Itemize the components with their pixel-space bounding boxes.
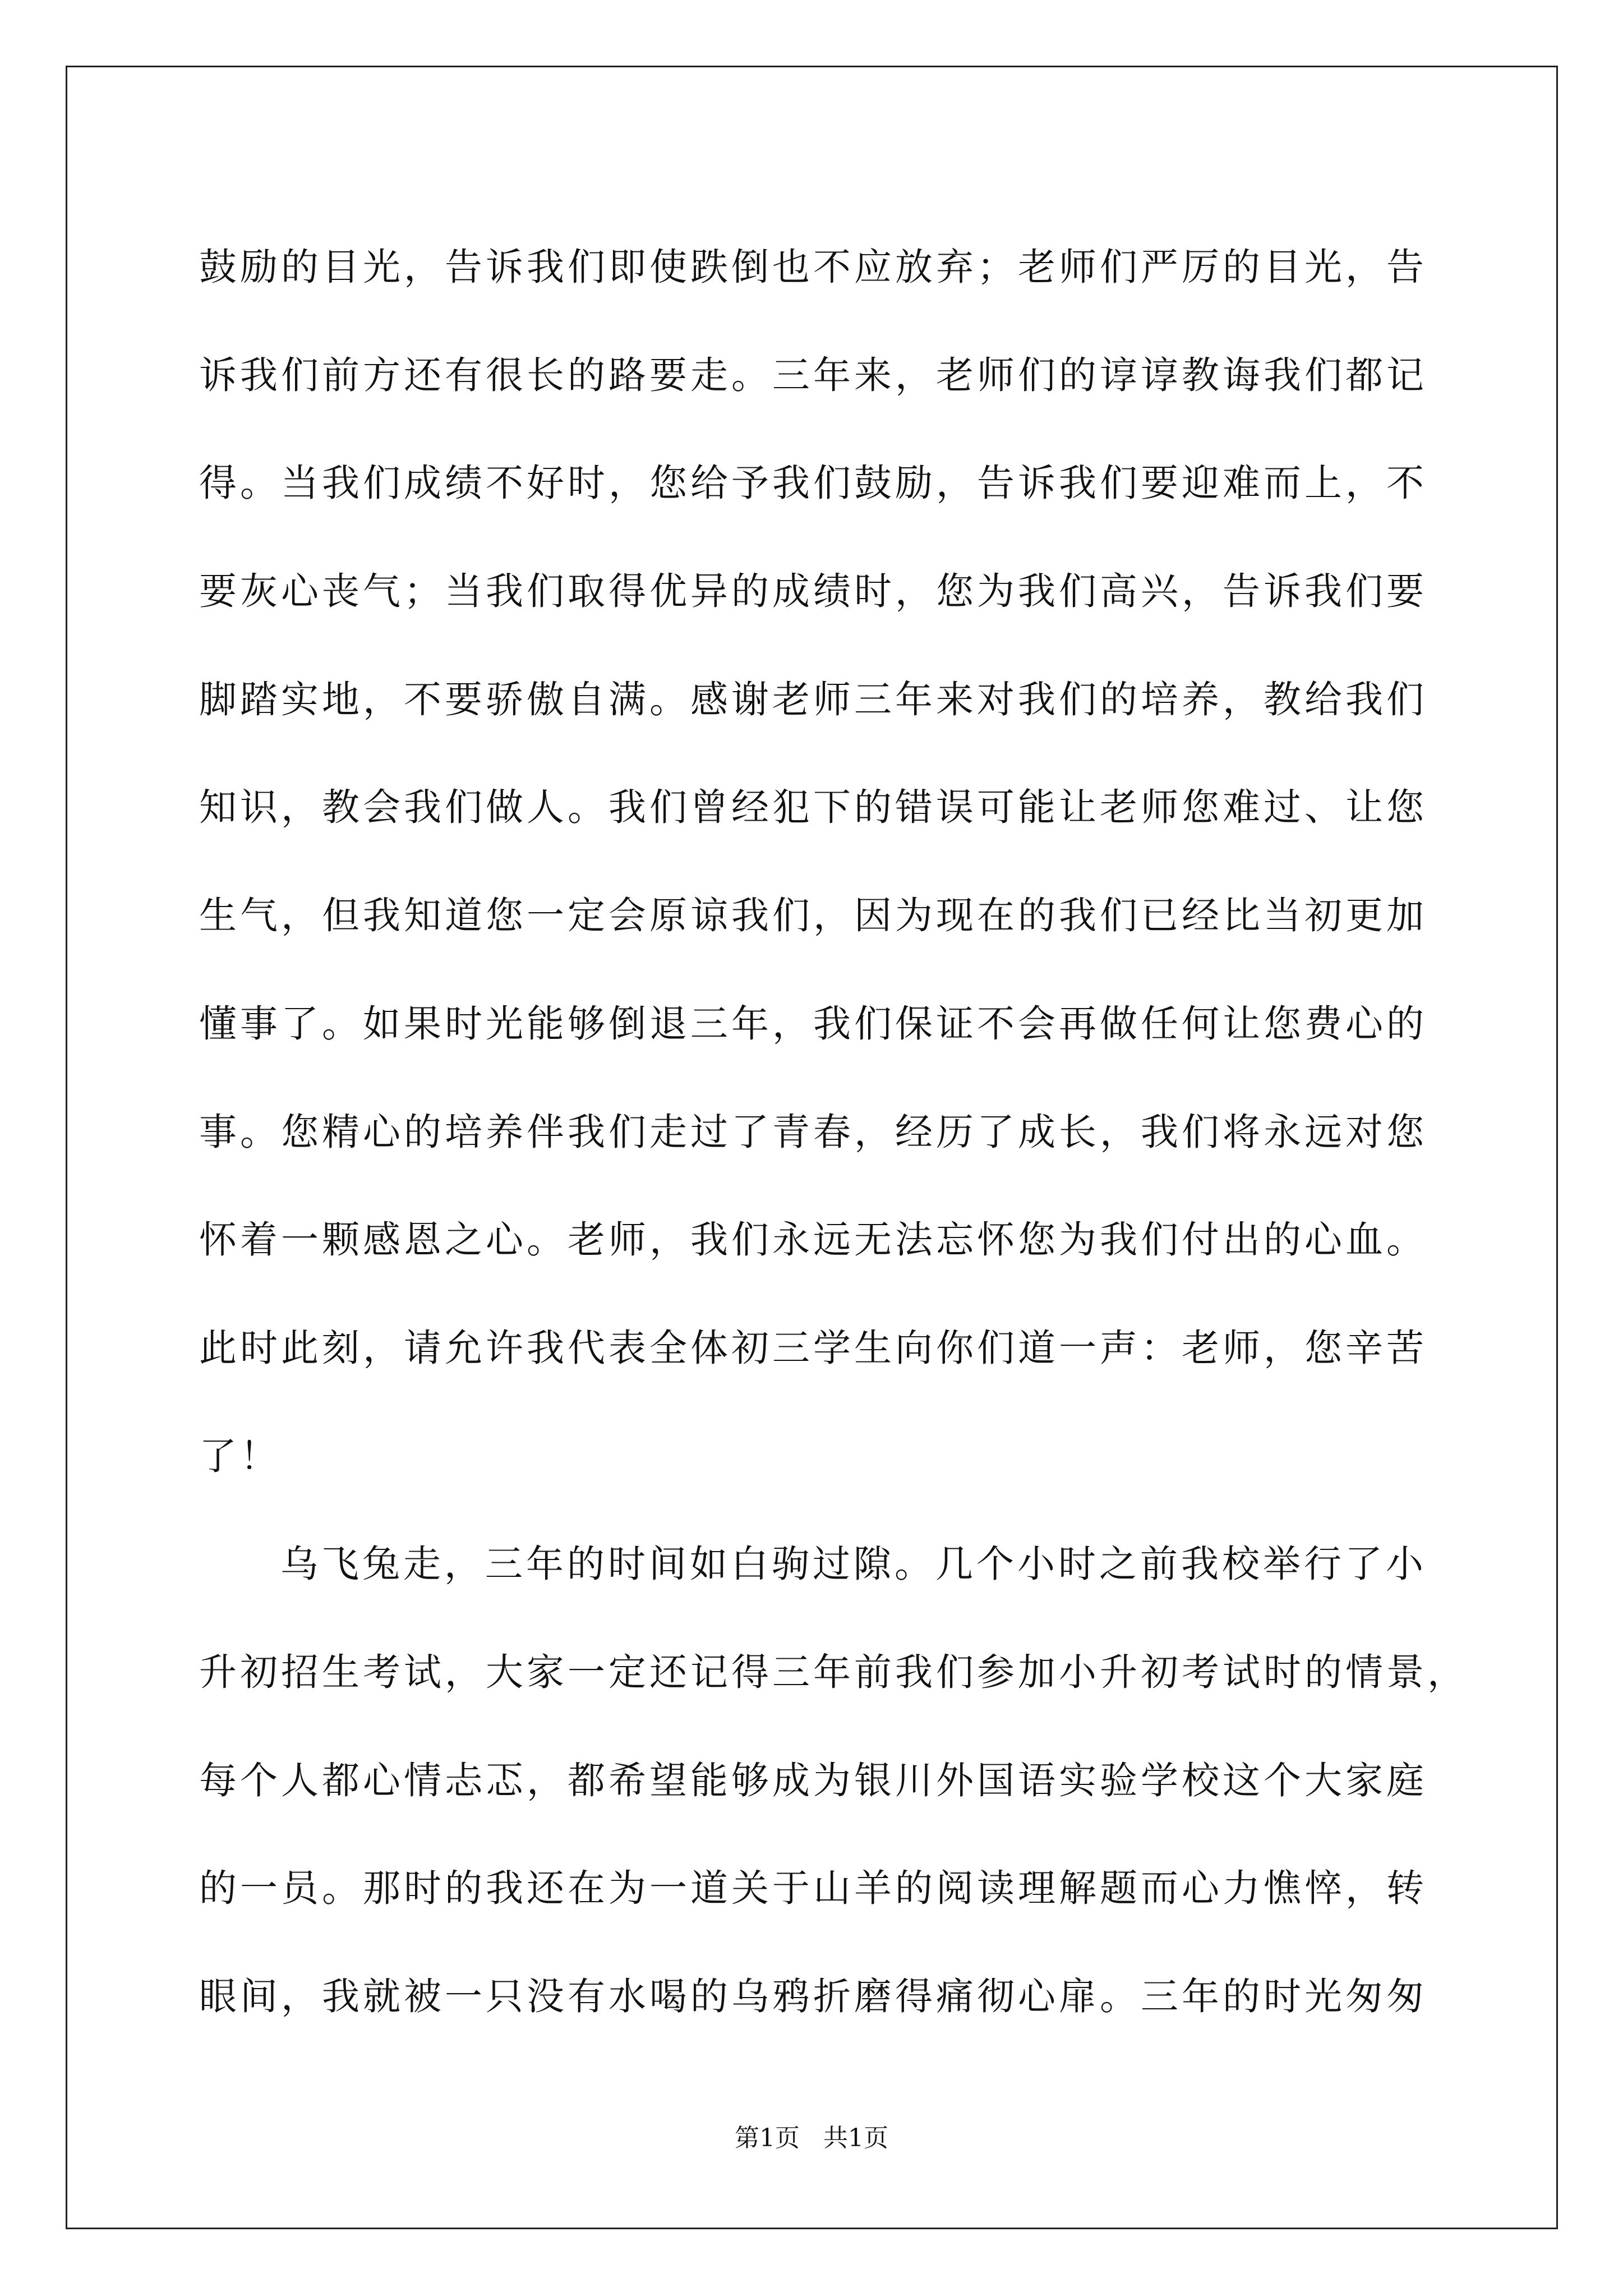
text-line: 眼间，我就被一只没有水喝的乌鸦折磨得痛彻心扉。三年的时光匆匆 [199, 1975, 1427, 2018]
text-line: 的一员。那时的我还在为一道关于山羊的阅读理解题而心力憔悴，转 [199, 1866, 1427, 1911]
text-line: 要灰心丧气；当我们取得优异的成绩时，您为我们高兴，告诉我们要 [199, 569, 1427, 614]
text-line: 懂事了。如果时光能够倒退三年，我们保证不会再做任何让您费心的 [199, 1001, 1427, 1046]
text-line: 生气，但我知道您一定会原谅我们，因为现在的我们已经比当初更加 [199, 894, 1427, 938]
text-line: 脚踏实地，不要骄傲自满。感谢老师三年来对我们的培养，教给我们 [199, 677, 1427, 721]
text-line: 得。当我们成绩不好时，您给予我们鼓励，告诉我们要迎难而上，不 [199, 461, 1427, 505]
text-line: 此时此刻，请允许我代表全体初三学生向你们道一声：老师，您辛苦 [199, 1326, 1427, 1370]
text-line: 怀着一颗感恩之心。老师，我们永远无法忘怀您为我们付出的心血。 [199, 1218, 1427, 1262]
text-line: 了！ [199, 1434, 281, 1478]
text-line: 鼓励的目光，告诉我们即使跌倒也不应放弃；老师们严厉的目光，告 [199, 245, 1427, 289]
text-line: 每个人都心情忐忑，都希望能够成为银川外国语实验学校这个大家庭 [199, 1758, 1427, 1802]
text-line: 诉我们前方还有很长的路要走。三年来，老师们的谆谆教诲我们都记 [199, 353, 1427, 397]
text-line: 事。您精心的培养伴我们走过了青春，经历了成长，我们将永远对您 [199, 1110, 1427, 1154]
text-line: 升初招生考试，大家一定还记得三年前我们参加小升初考试时的情景， [199, 1650, 1468, 1694]
document-body [199, 213, 1468, 2051]
text-line: 知识，教会我们做人。我们曾经犯下的错误可能让老师您难过、让您 [199, 785, 1427, 830]
page-footer: 第1页 共1页 [735, 2124, 888, 2152]
paragraph-start-line: 乌飞兔走，三年的时间如白驹过隙。几个小时之前我校举行了小 [280, 1542, 1427, 1586]
